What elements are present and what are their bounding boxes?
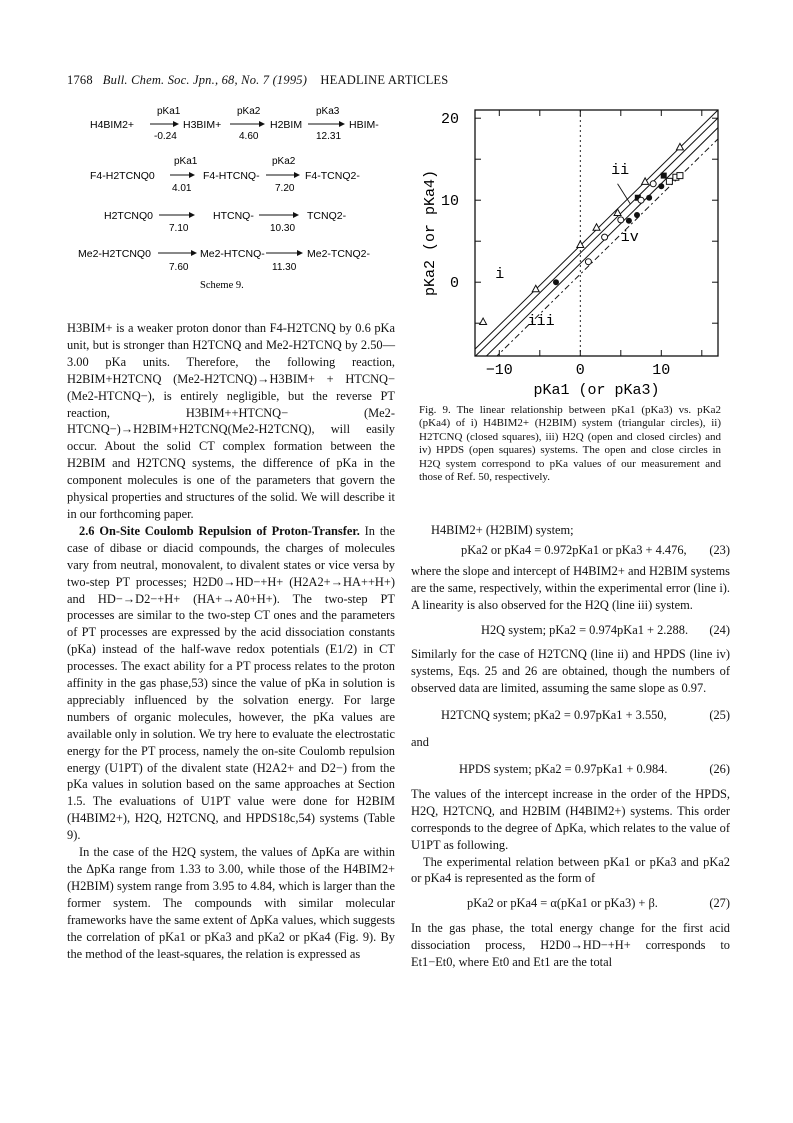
equation-text: pKa2 or pKa4 = 0.972pKa1 or pKa3 + 4.476, <box>461 542 687 557</box>
scheme-r2-label-1: pKa2 <box>272 156 296 167</box>
scheme-r1-species-2: H2BIM <box>270 119 303 131</box>
data-point-iii <box>650 181 656 187</box>
y-tick-label: 0 <box>449 275 459 293</box>
figure-9-chart <box>410 100 730 400</box>
scheme-r4-species-2: Me2-TCNQ2- <box>307 248 371 260</box>
equation-number: (26) <box>709 761 730 776</box>
data-point-ii <box>661 173 667 179</box>
scheme-r1-species-0: H4BIM2+ <box>90 119 135 131</box>
data-point-i <box>480 318 487 325</box>
scheme-r1-value-1: 4.60 <box>239 131 259 142</box>
equation-number: (25) <box>709 708 730 723</box>
running-header <box>67 73 448 88</box>
page-number: 1768 <box>67 73 93 87</box>
data-point-iii <box>602 234 608 240</box>
scheme-r1-species-1: H3BIM+ <box>183 119 222 131</box>
scheme-r3-species-2: TCNQ2- <box>307 210 347 222</box>
scheme-r2-value-0: 4.01 <box>172 183 192 194</box>
equation-24 <box>411 622 730 639</box>
left-column <box>67 320 395 962</box>
equation-27 <box>411 895 730 912</box>
equation-number: (23) <box>709 542 730 557</box>
section-label: HEADLINE ARTICLES <box>320 73 449 87</box>
scheme-r3-value-0: 7.10 <box>169 223 189 234</box>
right-column <box>411 522 730 971</box>
scheme-9 <box>72 100 402 295</box>
line-label-ii: ii <box>611 161 630 179</box>
scheme-r2-species-0: F4-H2TCNQ0 <box>90 170 155 182</box>
data-point-iv <box>666 178 672 184</box>
data-point-i <box>577 241 584 248</box>
equation-text: H2Q system; pKa2 = 0.974pKa1 + 2.288. <box>481 622 689 637</box>
equation-number: (24) <box>709 622 730 637</box>
scheme-r4-value-0: 7.60 <box>169 262 189 273</box>
label-pointer <box>618 184 631 205</box>
scheme-r2-species-2: F4-TCNQ2- <box>305 170 360 182</box>
data-point-i <box>614 209 621 216</box>
paragraph: In the case of dibase or diacid compounds, the charges of molecules vary from neutral, monovalent, to divalent states or vice versa by two-step PT processes; H2D0→HD−+H+ (H2A2+→HA++H+) and HD−→D2−+H+ (HA+→A0+H+). The two-step PT processes are similar to the two-step CT ones and the parameters of PT processes are expressed by the acid dissociation constants (pKa) instead of the half-wave redox potentials (E1/2) in CT processes. The exact ability for a PT process relates to the proton affinity in the gas phase,53) since the value of pKa in solution is appreciably influenced by the solvation energy. For large numbers of organic molecules, however, the pKa values are available only in solution. We try here to evaluate the electrostatic energy for the PT process, namely the on-site Coulomb repulsion energy (U1PT) of the divalent state (H2A2+ and D2−) from the pKa values in solution based on the same approaches at Section 1.5. The evaluations of U1PT value were done for H2BIM (H4BIM2+), H2Q, H2TCNQ, and HPDS18c,54) systems (Table 9). <box>67 523 395 843</box>
y-tick-label: 20 <box>440 111 459 129</box>
data-point-iv <box>677 173 683 179</box>
y-tick-label: 10 <box>440 193 459 211</box>
scheme-r2-species-1: F4-HTCNQ- <box>203 170 260 182</box>
scheme-r2-value-1: 7.20 <box>275 183 295 194</box>
connector-and: and <box>411 735 429 750</box>
paragraph: The values of the intercept increase in the order of the HPDS, H2Q, H2TCNQ, and H2BIM (H4BIM2+) systems. This order corresponds to the degree of ΔpKa, which relates to the value of U1PT as following. <box>411 786 730 852</box>
x-tick-label: 0 <box>575 362 585 379</box>
data-point-iii <box>618 217 624 223</box>
data-point-iii <box>638 197 644 203</box>
equation-23 <box>411 542 730 559</box>
scheme-r4-value-1: 11.30 <box>272 262 297 273</box>
paragraph: H3BIM+ is a weaker proton donor than F4-H2TCNQ by 0.6 pKa unit, but is stronger than H2TCNQ and Me2-H2TCNQ by 2.50—3.00 pKa units. Therefore, the following reaction, H2BIM+H2TCNQ (Me2-H2TCNQ)→H3BIM+ + HTCNQ− (Me2-HTCNQ−), is entirely negligible, but the reverse PT reaction, H3BIM++HTCNQ− (Me2-HTCNQ−)→H2BIM+H2TCNQ(Me2-H2TCNQ), will easily occur. About the solid CT complex formation between the H2BIM and H2TCNQ systems, the difference of pKa in the component molecules is one of the parameters that govern the physical properties and structures of the solid. We will describe it in our forthcoming paper. <box>67 321 395 521</box>
equation-text: H2TCNQ system; pKa2 = 0.97pKa1 + 3.550, <box>441 708 667 723</box>
data-point-iii <box>646 195 652 201</box>
figure-caption: Fig. 9. The linear relationship between pKa1 (pKa3) vs. pKa2 (pKa4) of i) H4BIM2+ (H2BIM) system (triangular circles), ii) H2TCNQ (closed squares), iii) H2Q (open and closed circles) and iv) HPDS (open squares) systems. The open and close circles in H2Q system correspond to pKa values of our measurement and those of Ref. 50, respectively. <box>419 404 721 484</box>
line-label-i: i <box>495 266 505 284</box>
paragraph: In the case of the H2Q system, the values of ΔpKa are within the ΔpKa range from 1.33 to 3.00, while those of the H4BIM2+ (H2BIM) system range from 3.95 to 4.84, which is larger than the former system. The compounds with similar molecular frameworks have the same extent of ΔpKa values, which suggests the correlation of pKa1 or pKa3 and pKa2 or pKa4 (Fig. 9). By the method of the least-squares, the relation is expressed as <box>67 845 395 961</box>
scheme-r3-species-1: HTCNQ- <box>213 210 254 222</box>
scheme-r3-species-0: H2TCNQ0 <box>104 210 154 222</box>
section-heading: 2.6 On-Site Coulomb Repulsion of Proton-Transfer. <box>79 523 360 538</box>
data-point-iii <box>626 218 632 224</box>
paragraph: Similarly for the case of H2TCNQ (line ii) and HPDS (line iv) systems, Eqs. 25 and 26 are obtained, though the numbers of observed data are limited, assuming the same slope as 0.97. <box>411 647 730 696</box>
scheme-r1-label-2: pKa3 <box>316 106 340 117</box>
scheme-r2-label-0: pKa1 <box>174 156 198 167</box>
journal-citation: Bull. Chem. Soc. Jpn., 68, No. 7 (1995) <box>102 73 308 87</box>
equation-text: HPDS system; pKa2 = 0.97pKa1 + 0.984. <box>459 761 668 776</box>
scheme-r1-value-2: 12.31 <box>316 131 342 142</box>
equation-label: H4BIM2+ (H2BIM) system; <box>431 523 574 537</box>
equation-25 <box>411 707 730 724</box>
data-point-iii <box>553 279 559 285</box>
y-axis-label: pKa2 (or pKa4) <box>422 169 439 297</box>
x-tick-label: −10 <box>485 362 513 379</box>
data-point-iii <box>585 259 591 265</box>
regression-line-ii <box>475 118 718 357</box>
scheme-r1-label-1: pKa2 <box>237 106 261 117</box>
scheme-caption: Scheme 9. <box>200 280 244 291</box>
data-point-iii <box>634 212 640 218</box>
paragraph: where the slope and intercept of H4BIM2+ and H2BIM systems are the same, respectively, within the experimental error (line i). A linearity is also observed for the H2Q (line iii) system. <box>411 563 730 612</box>
equation-number: (27) <box>709 896 730 911</box>
regression-line-iii <box>475 128 718 368</box>
equation-text: pKa2 or pKa4 = α(pKa1 or pKa3) + β. <box>467 896 658 911</box>
data-point-iii <box>658 183 664 189</box>
line-label-iii: iii <box>527 312 555 330</box>
scheme-r4-species-0: Me2-H2TCNQ0 <box>78 248 151 260</box>
equation-26 <box>411 761 730 778</box>
x-axis-label: pKa1 (or pKa3) <box>533 382 660 399</box>
scheme-r1-value-0: -0.24 <box>154 131 177 142</box>
line-label-iv: iv <box>620 229 639 247</box>
x-tick-label: 10 <box>652 362 671 379</box>
scheme-r1-label-0: pKa1 <box>157 106 181 117</box>
scheme-r1-species-3: HBIM- <box>349 119 379 131</box>
scheme-r3-value-1: 10.30 <box>270 223 296 234</box>
scheme-r4-species-1: Me2-HTCNQ- <box>200 248 265 260</box>
paragraph: In the gas phase, the total energy change for the first acid dissociation process, H2D0→HD−+H+ corresponds to Et1−Et0, where Et0 and Et1 are the total <box>411 921 730 970</box>
paragraph: The experimental relation between pKa1 or pKa3 and pKa2 or pKa4 is represented as the form of <box>411 854 730 886</box>
